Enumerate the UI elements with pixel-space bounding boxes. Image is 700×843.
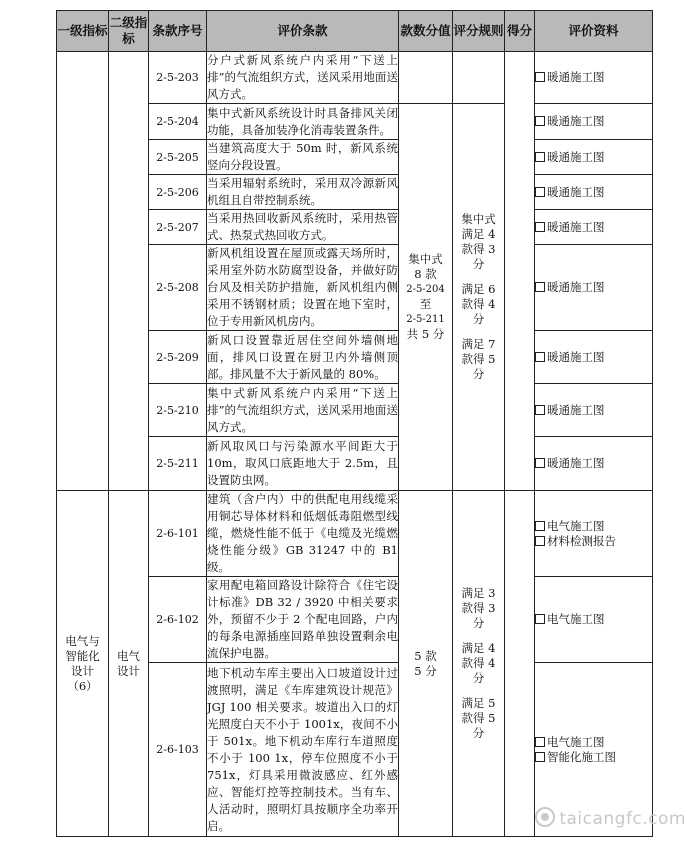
material-item — [535, 456, 652, 471]
material-item — [535, 735, 652, 750]
level1-indicator — [57, 491, 109, 837]
material-cell — [535, 437, 653, 491]
header-score: 得分 — [505, 11, 535, 52]
level2-indicator-line: 电气 — [117, 648, 140, 663]
scoring-rule — [453, 104, 505, 491]
checkbox-icon[interactable] — [535, 458, 545, 468]
material-item — [535, 612, 652, 627]
watermark — [535, 807, 686, 829]
material-item — [535, 150, 652, 165]
clause-code: 2-5-210 — [149, 384, 207, 437]
material-item — [535, 750, 652, 765]
material-label: 暖通施工图 — [547, 456, 605, 470]
clause-code: 2-5-209 — [149, 331, 207, 384]
checkbox-icon[interactable] — [535, 116, 545, 126]
clause-text: 新风取风口与污染源水平间距大于 10m，取风口底距地大于 2.5m，且设置防虫网。 — [207, 437, 399, 491]
scoring-rule-line: 款得 5 — [461, 352, 496, 366]
material-cell — [535, 577, 653, 663]
material-cell — [535, 140, 653, 175]
clause-code: 2-5-204 — [149, 104, 207, 140]
checkbox-icon[interactable] — [535, 187, 545, 197]
level2-indicator-line: 设计 — [117, 663, 140, 678]
header-clause-no: 条款序号 — [149, 11, 207, 52]
scoring-rule-line: 集中式 — [461, 212, 496, 226]
clause-code: 2-5-208 — [149, 245, 207, 331]
scoring-rule-line: 分 — [472, 312, 485, 326]
watermark-text: taicangfc.com — [559, 809, 686, 829]
clause-code: 2-6-102 — [149, 577, 207, 663]
table-row — [57, 491, 653, 577]
clause-text: 分户式新风系统户内采用“下送上排”的气流组织方式，送风采用地面送风方式。 — [207, 52, 399, 104]
material-cell — [535, 491, 653, 577]
material-label: 电气施工图 — [547, 734, 605, 749]
scoring-rule-line — [453, 686, 504, 696]
scoring-rule-line: 满足 3 — [461, 586, 496, 600]
score-cell[interactable] — [505, 491, 535, 837]
material-label: 材料检测报告 — [547, 533, 616, 548]
material-label: 电气施工图 — [547, 518, 605, 533]
checkbox-icon[interactable] — [535, 72, 545, 82]
level1-indicator-line: （6） — [67, 678, 98, 693]
table-row — [57, 52, 653, 104]
clause-text: 建筑（含户内）中的供配电用线缆采用铜芯导体材料和低烟低毒阻燃型线缆，燃烧性能不低于《电缆及光缆燃烧性能分级》GB 31247 中的 B1 级。 — [207, 491, 399, 577]
header-clause: 评价条款 — [207, 11, 399, 52]
count-score-line: 5 分 — [414, 663, 437, 678]
clause-text: 家用配电箱回路设计除符合《住宅设计标准》DB 32 / 3920 中相关要求外，预留不少于 2 个配电回路，户内的每条电源插座回路单独设置剩余电流保护电器。 — [207, 577, 399, 663]
watermark-logo-icon — [535, 807, 555, 827]
header-row — [57, 11, 653, 52]
count-score-line: 共 5 分 — [406, 327, 445, 341]
scoring-rule-line: 款得 4 — [461, 297, 496, 311]
level1-indicator-line: 设计 — [71, 663, 94, 678]
scoring-rule-line: 分 — [472, 367, 485, 381]
checkbox-icon[interactable] — [535, 752, 545, 762]
rule-empty — [453, 52, 505, 104]
checkbox-icon[interactable] — [535, 152, 545, 162]
count-score — [399, 104, 453, 491]
clause-text: 新风机组设置在屋顶或露天场所时，采用室外防水防腐型设备，并做好防台风及相关防护措施，新风机组内侧采用不锈钢材质；设置在地下室时，位于专用新风机房内。 — [207, 245, 399, 331]
clause-text: 当采用辐射系统时，采用双冷源新风机组且自带控制系统。 — [207, 175, 399, 210]
material-cell — [535, 175, 653, 210]
clause-text: 新风口设置靠近居住空间外墙侧地面，排风口设置在厨卫内外墙侧顶部。排风量不大于新风量的 80%。 — [207, 331, 399, 384]
checkbox-icon[interactable] — [535, 614, 545, 624]
scoring-rule-line: 分 — [472, 616, 485, 630]
scoring-rule-line: 满足 7 — [461, 337, 496, 351]
material-label: 暖通施工图 — [547, 402, 605, 417]
count-score-line: 集中式 — [408, 252, 443, 266]
clause-text: 当建筑高度大于 50m 时，新风系统竖向分段设置。 — [207, 140, 399, 175]
material-item — [535, 403, 652, 418]
scoring-rule-line: 款得 5 — [461, 711, 496, 725]
header-level2: 二级指标 — [109, 11, 149, 52]
material-label: 智能化施工图 — [547, 749, 616, 764]
count-score-empty — [399, 52, 453, 104]
material-cell — [535, 245, 653, 331]
evaluation-table — [56, 10, 653, 837]
level2-cell-empty — [109, 52, 149, 491]
material-cell — [535, 210, 653, 245]
checkbox-icon[interactable] — [535, 405, 545, 415]
clause-code: 2-5-211 — [149, 437, 207, 491]
clause-code: 2-5-207 — [149, 210, 207, 245]
material-item — [535, 534, 652, 549]
checkbox-icon[interactable] — [535, 737, 545, 747]
checkbox-icon[interactable] — [535, 521, 545, 531]
scoring-rule-line: 款得 3 — [461, 242, 496, 256]
scoring-rule-line: 分 — [472, 671, 485, 685]
material-cell — [535, 52, 653, 104]
material-cell — [535, 331, 653, 384]
count-score — [399, 491, 453, 837]
score-cell[interactable] — [505, 52, 535, 491]
material-cell — [535, 104, 653, 140]
header-count: 款数分值 — [399, 11, 453, 52]
material-label: 暖通施工图 — [547, 280, 605, 294]
header-level1: 一级指标 — [57, 11, 109, 52]
header-material: 评价资料 — [535, 11, 653, 52]
material-label: 暖通施工图 — [547, 184, 605, 199]
clause-text: 当采用热回收新风系统时，采用热管式、热泵式热回收方式。 — [207, 210, 399, 245]
material-label: 暖通施工图 — [547, 149, 605, 164]
level1-indicator-line: 智能化 — [65, 648, 100, 663]
clause-code: 2-5-206 — [149, 175, 207, 210]
level2-indicator — [109, 491, 149, 837]
header-rule: 评分规则 — [453, 11, 505, 52]
level1-cell-empty — [57, 52, 109, 491]
clause-text: 集中式新风系统户内采用“下送上排”的气流组织方式，送风采用地面送风方式。 — [207, 384, 399, 437]
clause-text: 集中式新风系统设计时具备排风关闭功能，具备加装净化消毒装置条件。 — [207, 104, 399, 140]
count-score-line: 2-5-211 — [406, 314, 445, 325]
scoring-rule-line: 满足 6 — [461, 282, 496, 296]
checkbox-icon[interactable] — [535, 222, 545, 232]
clause-code: 2-5-203 — [149, 52, 207, 104]
scoring-rule-line: 款得 4 — [461, 656, 496, 670]
clause-code: 2-6-101 — [149, 491, 207, 577]
material-cell — [535, 384, 653, 437]
material-label: 暖通施工图 — [547, 349, 605, 364]
scoring-rule-line — [453, 631, 504, 641]
count-score-line: 至 — [419, 297, 432, 311]
count-score-line: 8 款 — [414, 267, 437, 281]
scoring-rule-line: 满足 4 — [461, 227, 496, 241]
scoring-rule-line: 分 — [472, 257, 485, 271]
scoring-rule — [453, 491, 505, 837]
scoring-rule-line — [453, 327, 504, 337]
scoring-rule-line: 分 — [472, 726, 485, 740]
clause-text: 地下机动车库主要出入口坡道设计过渡照明，满足《车库建筑设计规范》JGJ 100 相关要求。坡道出入口的灯光照度白天不小于 1001x，夜间不小于 501x。地下机动车库行车道照度不小于 100 1x，停车位照度不小于 751x，灯具采用微波感应、红外感应、智能灯控等控制技术。当有车、人活动时，照明灯具按顺序全功率开启。 — [207, 663, 399, 837]
count-score-line: 5 款 — [414, 648, 437, 663]
clause-code: 2-5-205 — [149, 140, 207, 175]
level1-indicator-line: 电气与 — [65, 633, 100, 648]
count-score-line: 2-5-204 — [406, 284, 445, 295]
checkbox-icon[interactable] — [535, 536, 545, 546]
material-item — [535, 280, 652, 295]
material-item — [535, 220, 652, 235]
checkbox-icon[interactable] — [535, 352, 545, 362]
scoring-rule-line: 满足 5 — [461, 696, 496, 710]
material-label: 电气施工图 — [547, 612, 605, 626]
scoring-rule-line: 款得 3 — [461, 601, 496, 615]
material-label: 暖通施工图 — [547, 114, 605, 128]
material-label: 暖通施工图 — [547, 70, 605, 84]
checkbox-icon[interactable] — [535, 282, 545, 292]
material-item — [535, 70, 652, 85]
material-item — [535, 350, 652, 365]
material-label: 暖通施工图 — [547, 219, 605, 234]
material-item — [535, 519, 652, 534]
material-item — [535, 114, 652, 129]
clause-code: 2-6-103 — [149, 663, 207, 837]
scoring-rule-line — [453, 272, 504, 282]
material-item — [535, 185, 652, 200]
scoring-rule-line: 满足 4 — [461, 641, 496, 655]
